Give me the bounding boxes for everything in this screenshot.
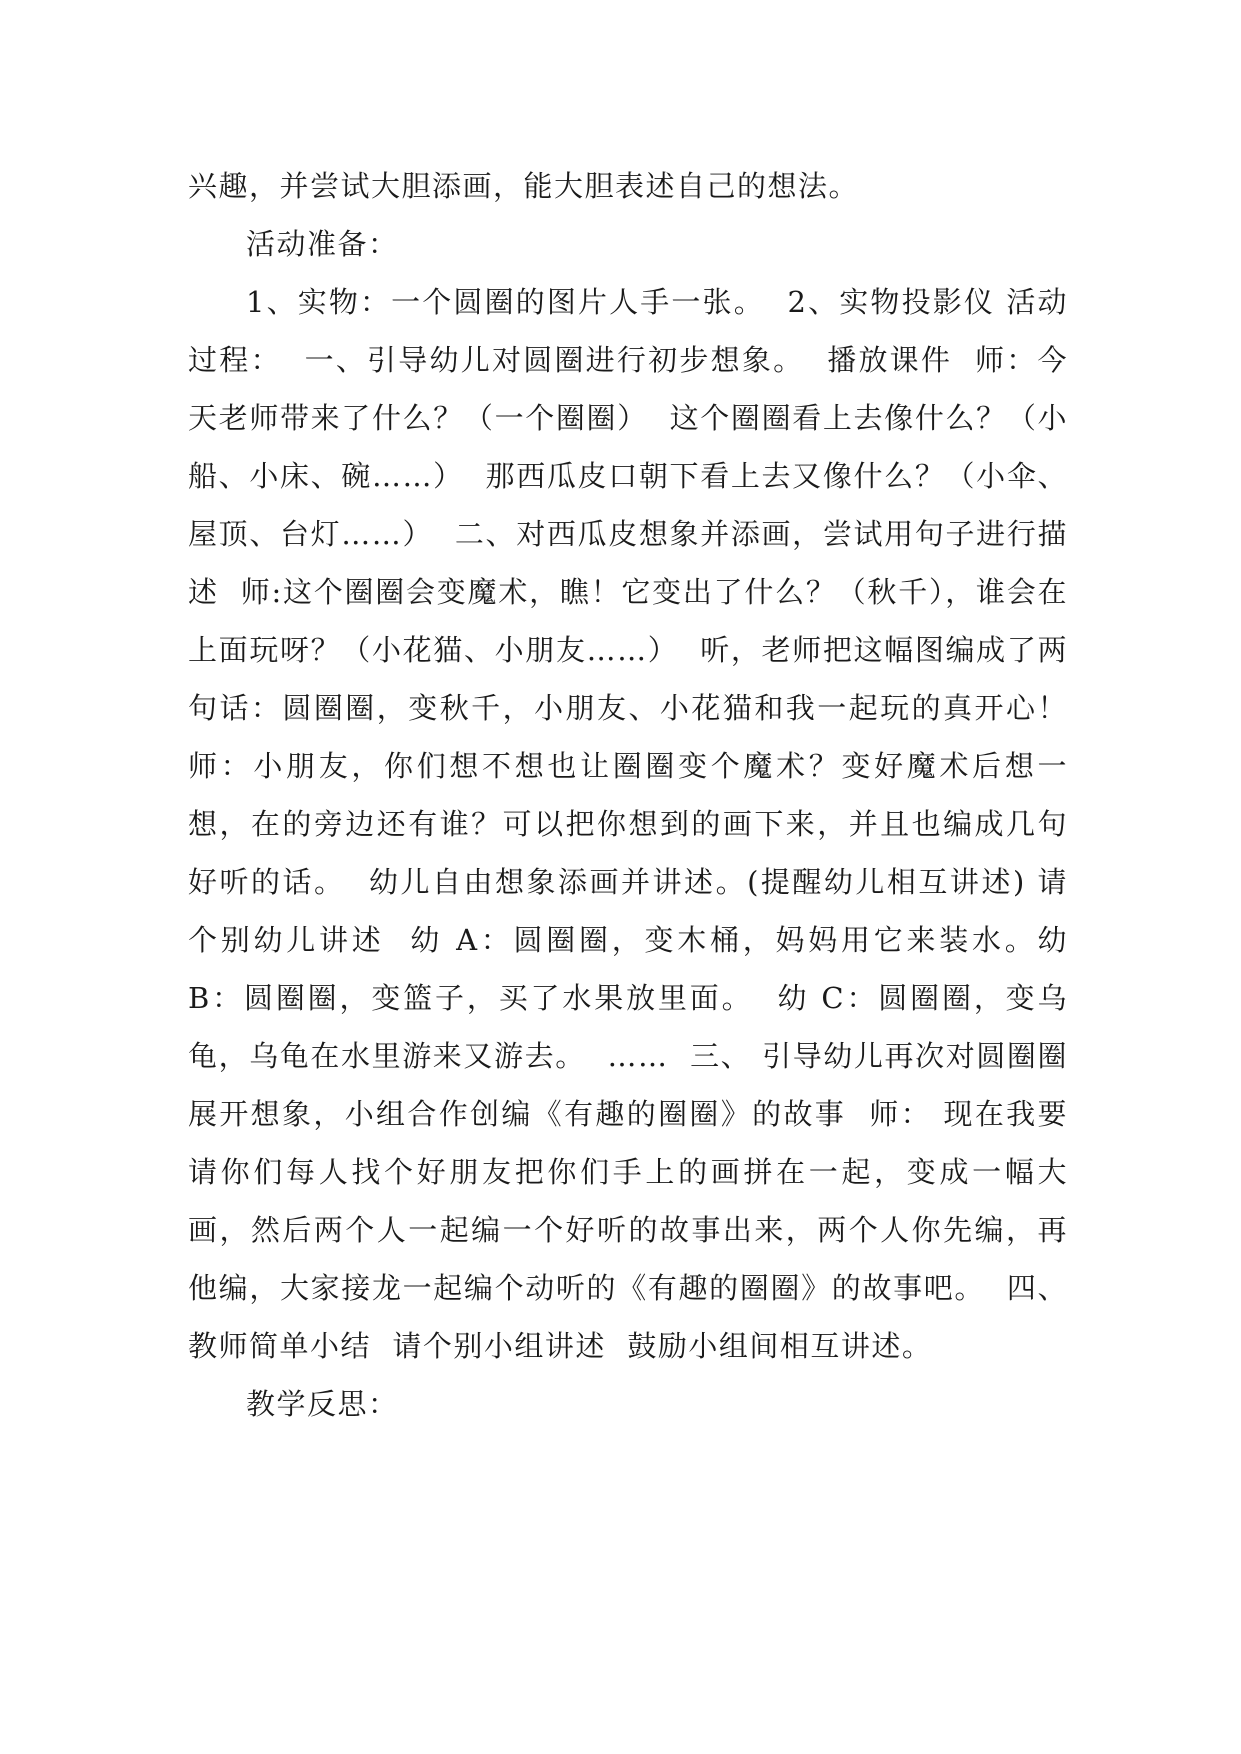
paragraph-continuation: 兴趣，并尝试大胆添画，能大胆表述自己的想法。: [188, 169, 860, 203]
heading-activity-preparation: 活动准备：: [246, 227, 399, 261]
document-body: [188, 157, 1090, 1433]
paragraph-activity-process: 1、实物：一个圆圈的图片人手一张。 2、实物投影仪 活动过程： 一、引导幼儿对圆圈进行初步想象。 播放课件 师：今天老师带来了什么？（一个圈圈） 这个圈圈看上去像什么？（小船、小床、碗……） 那西瓜皮口朝下看上去又像什么？（小伞、屋顶、台灯……） 二、对西瓜皮想象并添画，尝试用句子进行描述 师:这个圈圈会变魔术，瞧！它变出了什么？（秋千），谁会在上面玩呀？（小花猫、小朋友……） 听，老师把这幅图编成了两句话：圆圈圈，变秋千，小朋友、小花猫和我一起玩的真开心！ 师：小朋友，你们想不想也让圈圈变个魔术？变好魔术后想一想，在的旁边还有谁？可以把你想到的画下来，并且也编成几句好听的话。 幼儿自由想象添画并讲述。(提醒幼儿相互讲述) 请个别幼儿讲述 幼 A：圆圈圈，变木桶，妈妈用它来装水。幼 B：圆圈圈，变篮子，买了水果放里面。 幼 C：圆圈圈，变乌龟，乌龟在水里游来又游去。 …… 三、 引导幼儿再次对圆圈圈展开想象，小组合作创编《有趣的圈圈》的故事 师： 现在我要请你们每人找个好朋友把你们手上的画拼在一起，变成一幅大画，然后两个人一起编一个好听的故事出来，两个人你先编，再他编，大家接龙一起编个动听的《有趣的圈圈》的故事吧。 四、 教师简单小结 请个别小组讲述 鼓励小组间相互讲述。: [188, 285, 1090, 1363]
heading-teaching-reflection: 教学反思：: [246, 1387, 399, 1421]
